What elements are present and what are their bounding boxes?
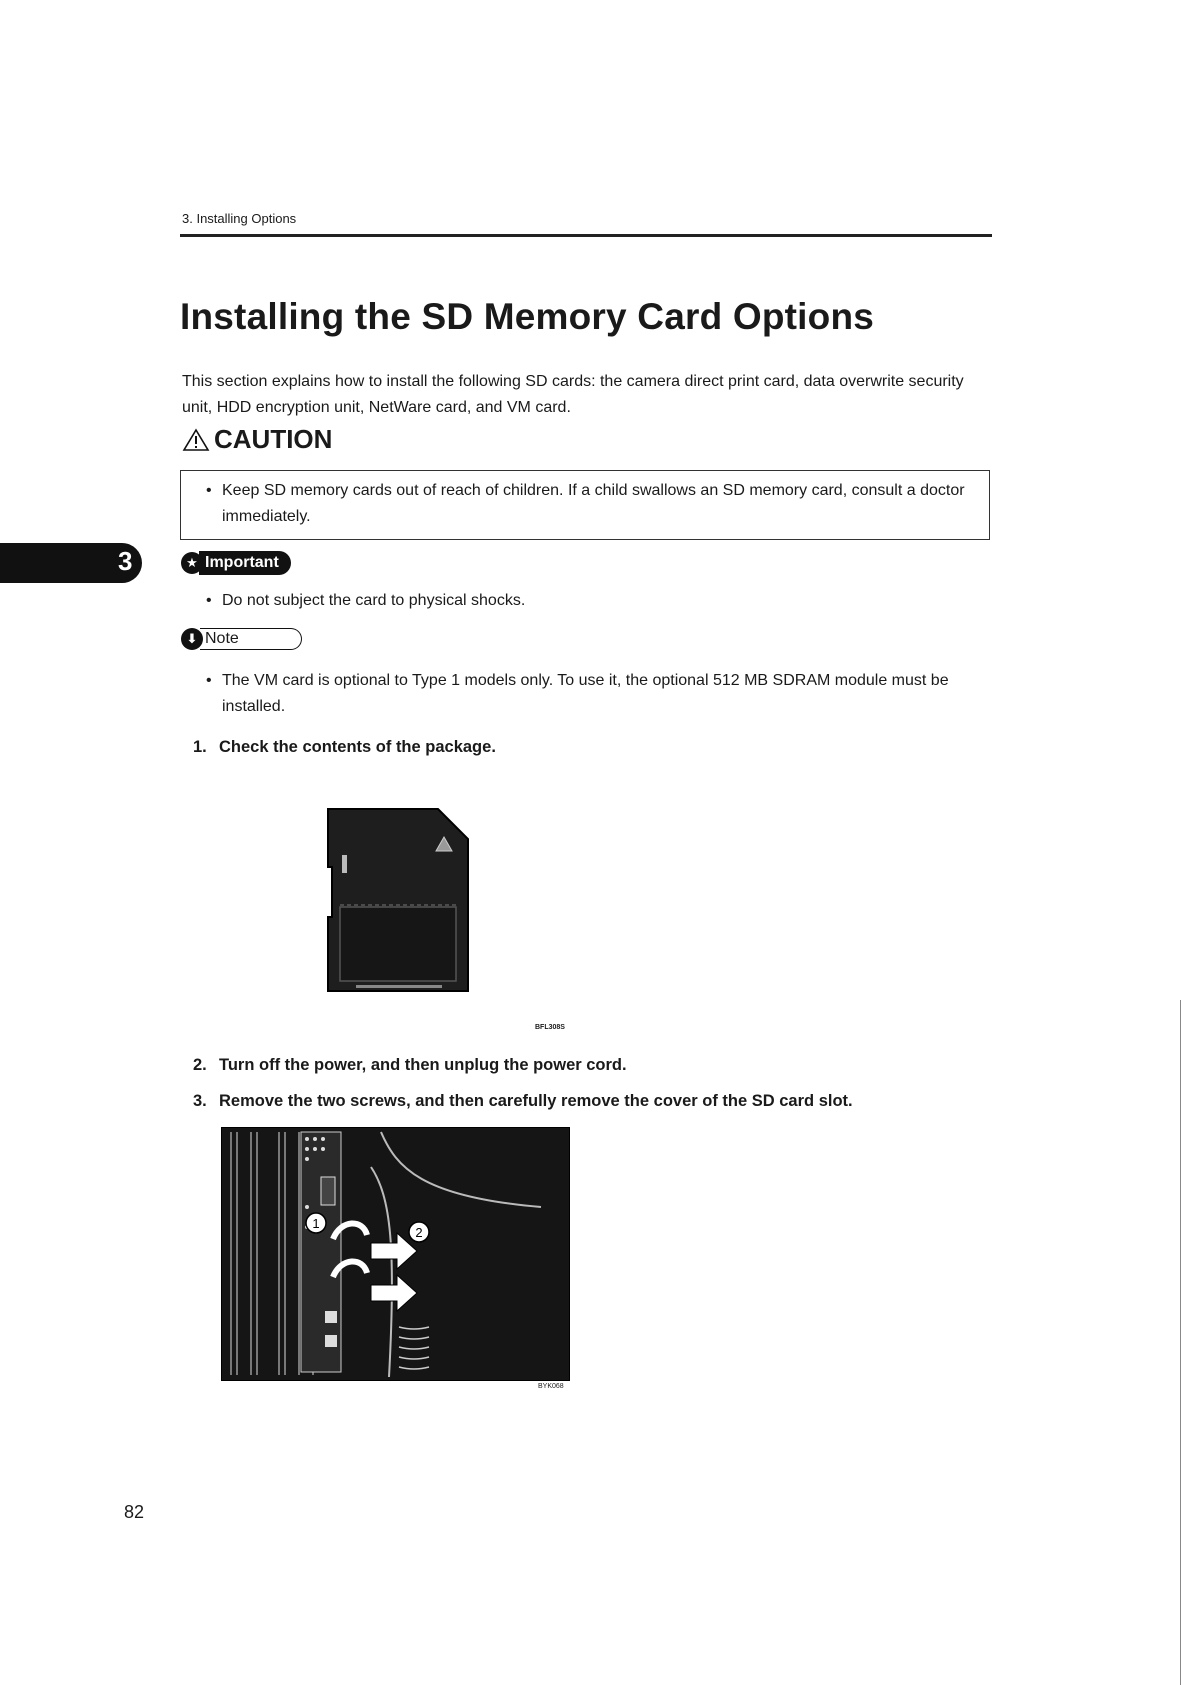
important-item-text: Do not subject the card to physical shocks. [222, 592, 526, 609]
caution-item-text: Keep SD memory cards out of reach of children. If a child swallows an SD memory card, consult a doctor immediately. [222, 482, 965, 525]
note-label [181, 628, 302, 650]
arrow-down-icon: ⬇ [181, 628, 203, 650]
step-number: 1. [193, 738, 207, 756]
figure-code: BFL308S [535, 1024, 565, 1031]
intro-paragraph: This section explains how to install the following SD cards: the camera direct print card, data overwrite security unit, HDD encryption unit, NetWare card, and VM card. [182, 373, 964, 416]
bullet: • [206, 672, 212, 689]
step-3 [193, 1092, 853, 1111]
star-icon: ★ [181, 552, 203, 574]
step-text: Turn off the power, and then unplug the power cord. [219, 1056, 627, 1074]
important-text: Important [199, 551, 291, 575]
caution-heading [182, 424, 332, 455]
header-rule [180, 234, 992, 237]
note-text: Note [200, 628, 302, 650]
bullet: • [206, 592, 212, 609]
step-2 [193, 1056, 627, 1075]
step-number: 2. [193, 1056, 207, 1074]
sd-slot-illustration [221, 1127, 570, 1381]
page-number: 82 [124, 1502, 145, 1522]
chapter-number: 3 [118, 546, 133, 576]
sd-card-illustration [326, 807, 470, 993]
step-text: Remove the two screws, and then carefully remove the cover of the SD card slot. [219, 1092, 853, 1110]
bullet: • [206, 482, 212, 499]
running-header: 3. Installing Options [182, 211, 297, 226]
note-item-text: The VM card is optional to Type 1 models only. To use it, the optional 512 MB SDRAM module must be installed. [222, 672, 949, 715]
callout-2: 2 [415, 1225, 423, 1240]
step-number: 3. [193, 1092, 207, 1110]
step-1 [193, 738, 496, 757]
callout-1: 1 [312, 1216, 320, 1231]
important-label [181, 551, 291, 575]
caution-item [206, 478, 982, 530]
page-title: Installing the SD Memory Card Options [180, 296, 875, 337]
note-item [206, 668, 1002, 720]
caution-label: CAUTION [214, 424, 333, 454]
scan-edge-line [1180, 1000, 1181, 1685]
warning-triangle-icon [182, 428, 210, 452]
step-text: Check the contents of the package. [219, 738, 496, 756]
figure-code: BYK068 [538, 1383, 564, 1390]
important-item [206, 592, 526, 610]
